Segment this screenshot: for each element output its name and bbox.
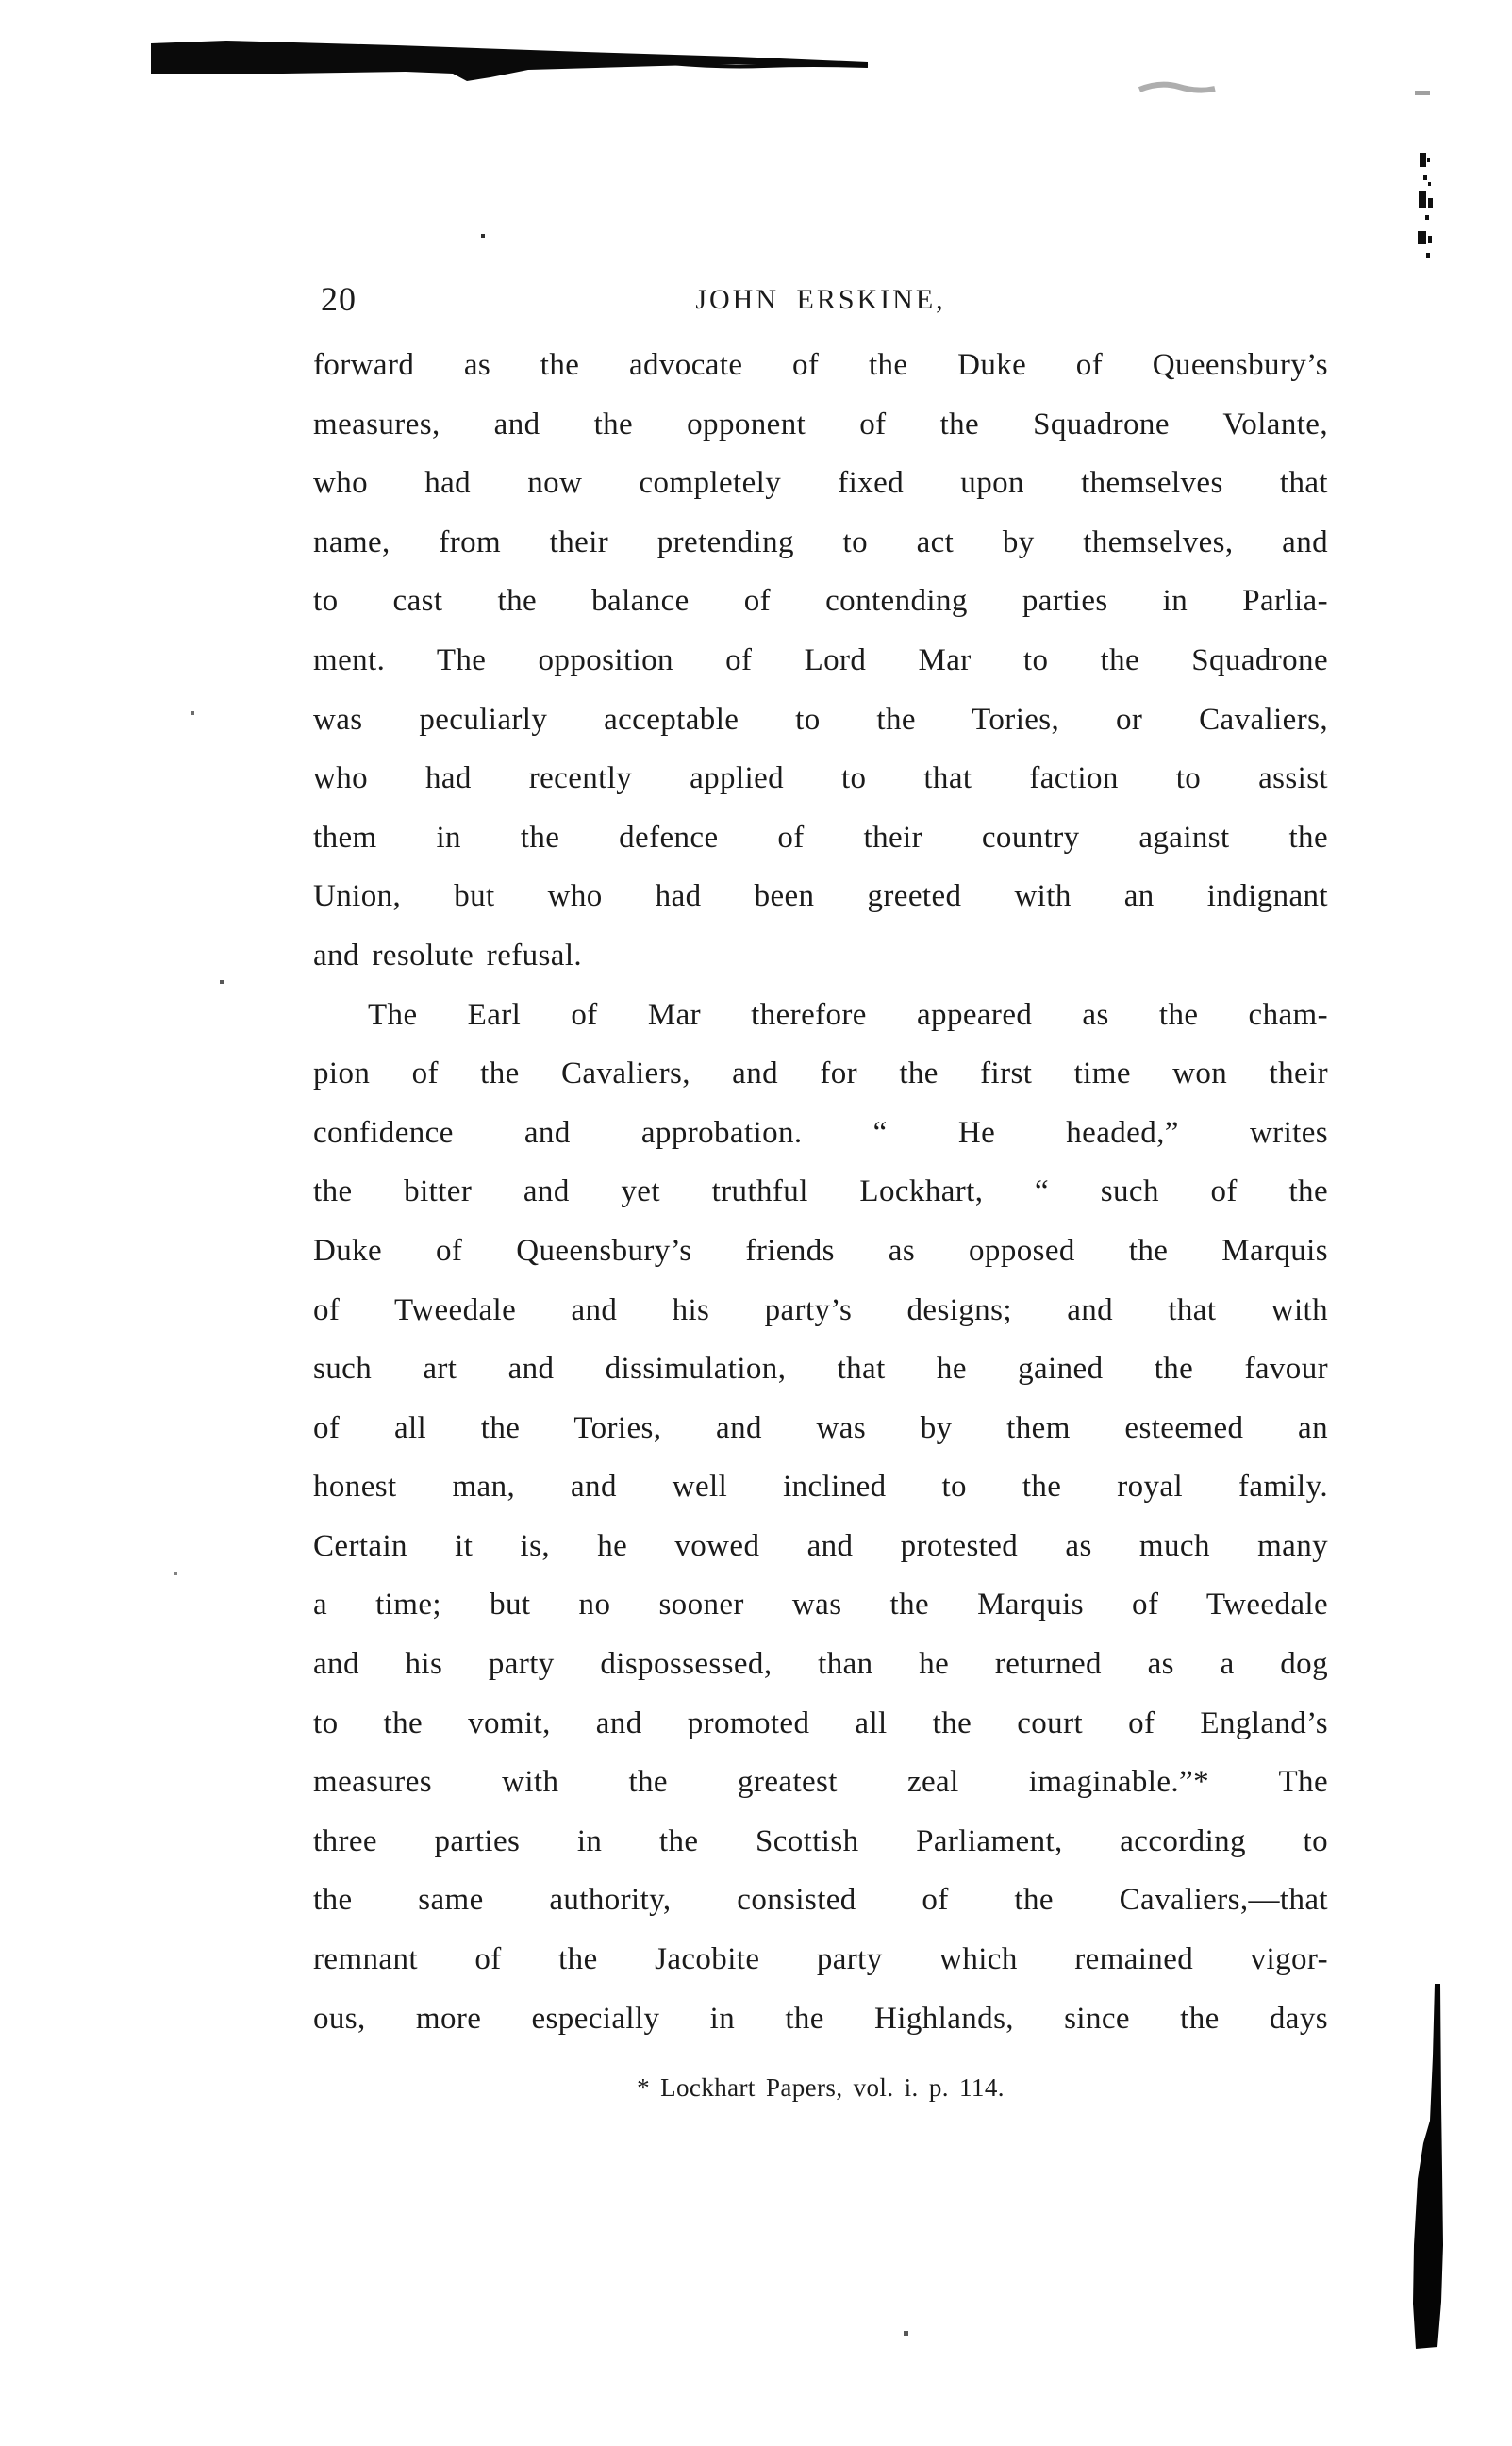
body-line: measures, and the opponent of the Squadrone Volante, [313,407,1328,441]
body-line: the bitter and yet truthful Lockhart, “ such of the [313,1174,1328,1209]
body-line: three parties in the Scottish Parliament, according to [313,1823,1328,1858]
body-line: measures with the greatest zeal imaginable.”* The [313,1765,1328,1800]
body-line: pion of the Cavaliers, and for the first time won their [313,1057,1328,1091]
body-line: of Tweedale and his party’s designs; and that with [313,1292,1328,1327]
body-line: the same authority, consisted of the Cavaliers,—that [313,1883,1328,1918]
body-line: honest man, and well inclined to the royal family. [313,1470,1328,1505]
body-line: of all the Tories, and was by them esteemed an [313,1410,1328,1445]
scan-tick-top-right [1415,91,1430,95]
page-body-text [313,336,1328,2048]
body-line: who had recently applied to that faction to assist [313,761,1328,796]
page-number: 20 [321,280,357,318]
body-line: remnant of the Jacobite party which remained vigor- [313,1942,1328,1977]
body-line: who had now completely fixed upon themselves that [313,466,1328,501]
scan-smudge-top-right [1139,85,1215,91]
body-line: confidence and approbation. “ He headed,” writes [313,1115,1328,1150]
body-line: The Earl of Mar therefore appeared as the cham- [368,997,1328,1032]
body-line: a time; but no sooner was the Marquis of Tweedale [313,1588,1328,1622]
running-title: JOHN ERSKINE, [695,284,946,315]
body-line: them in the defence of their country against the [313,820,1328,855]
body-line: and his party dispossessed, than he returned as a dog [313,1647,1328,1682]
body-line: to the vomit, and promoted all the court of England’s [313,1706,1328,1740]
body-line: forward as the advocate of the Duke of Queensbury’s [313,348,1328,382]
body-line: name, from their pretending to act by themselves, and [313,524,1328,559]
scan-smear-top-tail [660,62,868,67]
body-line: and resolute refusal. [313,938,583,973]
body-line: ment. The opposition of Lord Mar to the Squadrone [313,642,1328,677]
body-line: Certain it is, he vowed and protested as much many [313,1528,1328,1563]
footnote: * Lockhart Papers, vol. i. p. 114. [637,2073,1005,2102]
page-header [313,279,1328,324]
body-line: ous, more especially in the Highlands, since the days [313,2001,1328,2036]
scan-streak-bottom-right [1413,1984,1443,2349]
body-line: was peculiarly acceptable to the Tories, or Cavaliers, [313,702,1328,737]
scan-smear-top [151,41,868,81]
body-line: Union, but who had been greeted with an indignant [313,879,1328,914]
body-line: to cast the balance of contending parties in Parlia- [313,584,1328,619]
scan-dots-right-margin [1418,153,1433,258]
body-line: such art and dissimulation, that he gained the favour [313,1352,1328,1387]
body-line: Duke of Queensbury’s friends as opposed the Marquis [313,1233,1328,1268]
